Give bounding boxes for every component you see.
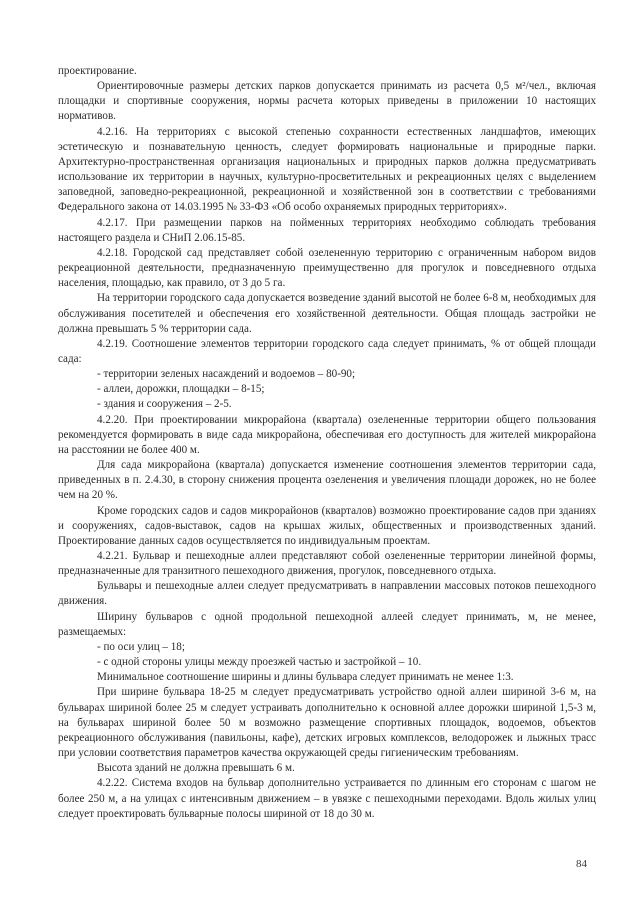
paragraph: Ориентировочные размеры детских парков допускается принимать из расчета 0,5 м²/чел., включая площадки и спортивные сооружения, нормы расчета которых приведены в приложении 10 настоящих нормативов. bbox=[58, 80, 596, 123]
paragraph: Кроме городских садов и садов микрорайонов (кварталов) возможно проектирование садов при зданиях и сооружениях, садов-выставок, садов на крышах жилых, общественных и производственных зданий. Проектирование данных садов осуществляется по индивидуальным проектам. bbox=[58, 504, 596, 547]
paragraph: 4.2.16. На территориях с высокой степенью сохранности естественных ландшафтов, имеющих эстетическую и познавательную ценность, следует формировать национальные и природные парки. Архитектурно-пространственная организация национальных и природных парков должна предусматривать использование их территории в научных, культурно-просветительных и рекреационных целях с выделением заповедной, заповедно-рекреационной, рекреационной и хозяйственной зон в соответствии с требованиями Федерального закона от 14.03.1995 № 33-ФЗ «Об особо охраняемых природных территориях». bbox=[58, 125, 596, 214]
paragraph: Минимальное соотношение ширины и длины бульвара следует принимать не менее 1:3. bbox=[97, 671, 514, 684]
paragraph: 4.2.18. Городской сад представляет собой озелененную территорию с ограниченным набором видов рекреационной деятельности, предназначенную преимущественно для прогулок и повседневного отдыха населения, площадью, как правило, от 3 до 5 га. bbox=[58, 246, 596, 290]
paragraph: 4.2.17. При размещении парков на пойменных территориях необходимо соблюдать требования настоящего раздела и СНиП 2.06.15-85. bbox=[58, 216, 596, 244]
paragraph: 4.2.19. Соотношение элементов территории городского сада следует принимать, % от общей площади сада: bbox=[58, 337, 596, 365]
paragraph: На территории городского сада допускается возведение зданий высотой не более 6-8 м, необходимых для обслуживания посетителей и обеспечения его хозяйственной деятельности. Общая площадь застройки не должна превышать 5 % территории сада. bbox=[58, 292, 596, 335]
paragraph: Для сада микрорайона (квартала) допускается изменение соотношения элементов территории сада, приведенных в п. 2.4.30, в сторону снижения процента озеленения и увеличения площади дорожек, но не более чем на 20 %. bbox=[58, 459, 596, 502]
list-item: - аллеи, дорожки, площадки – 8-15; bbox=[97, 383, 265, 396]
paragraph: Бульвары и пешеходные аллеи следует предусматривать в направлении массовых потоков пешеходного движения. bbox=[58, 580, 596, 608]
list-item: - с одной стороны улицы между проезжей частью и застройкой – 10. bbox=[97, 656, 422, 669]
paragraph: Высота зданий не должна превышать 6 м. bbox=[97, 762, 295, 775]
list-item: - по оси улиц – 18; bbox=[97, 640, 185, 653]
list-item: - здания и сооружения – 2-5. bbox=[97, 398, 232, 411]
paragraph: 4.2.20. При проектировании микрорайона (квартала) озелененные территории общего пользования рекомендуется формировать в виде сада микрорайона, обеспечивая его доступность для жителей микрорайона на расстоянии не более 400 м. bbox=[58, 413, 596, 456]
paragraph: проектирование. bbox=[58, 65, 137, 77]
paragraph: 4.2.21. Бульвар и пешеходные аллеи представляют собой озелененные территории линейной формы, предназначенные для транзитного пешеходного движения, прогулок, повседневного отдыха. bbox=[58, 550, 596, 578]
paragraph: Ширину бульваров с одной продольной пешеходной аллеей следует принимать, м, не менее, размещаемых: bbox=[58, 610, 596, 638]
list-item: - территории зеленых насаждений и водоемов – 80-90; bbox=[97, 368, 356, 381]
page-number: 84 bbox=[576, 858, 587, 870]
paragraph: При ширине бульвара 18-25 м следует предусматривать устройство одной аллеи шириной 3-6 м, на бульварах шириной более 25 м следует устраивать дополнительно к основной аллее дорожки шириной 1,5-3 м, на бульварах шириной более 50 м возможно размещение спортивных площадок, водоемов, объектов рекреационного обслуживания (павильоны, кафе), детских игровых комплексов, велодорожек и лыжных трасс при условии соответствия параметров качества окружающей среды гигиеническим требованиям. bbox=[58, 686, 596, 760]
paragraph: 4.2.22. Система входов на бульвар дополнительно устраивается по длинным его сторонам с шагом не более 250 м, а на улицах с интенсивным движением – в увязке с пешеходными переходами. Вдоль жилых улиц следует проектировать бульварные полосы шириной от 18 до 30 м. bbox=[58, 777, 596, 820]
